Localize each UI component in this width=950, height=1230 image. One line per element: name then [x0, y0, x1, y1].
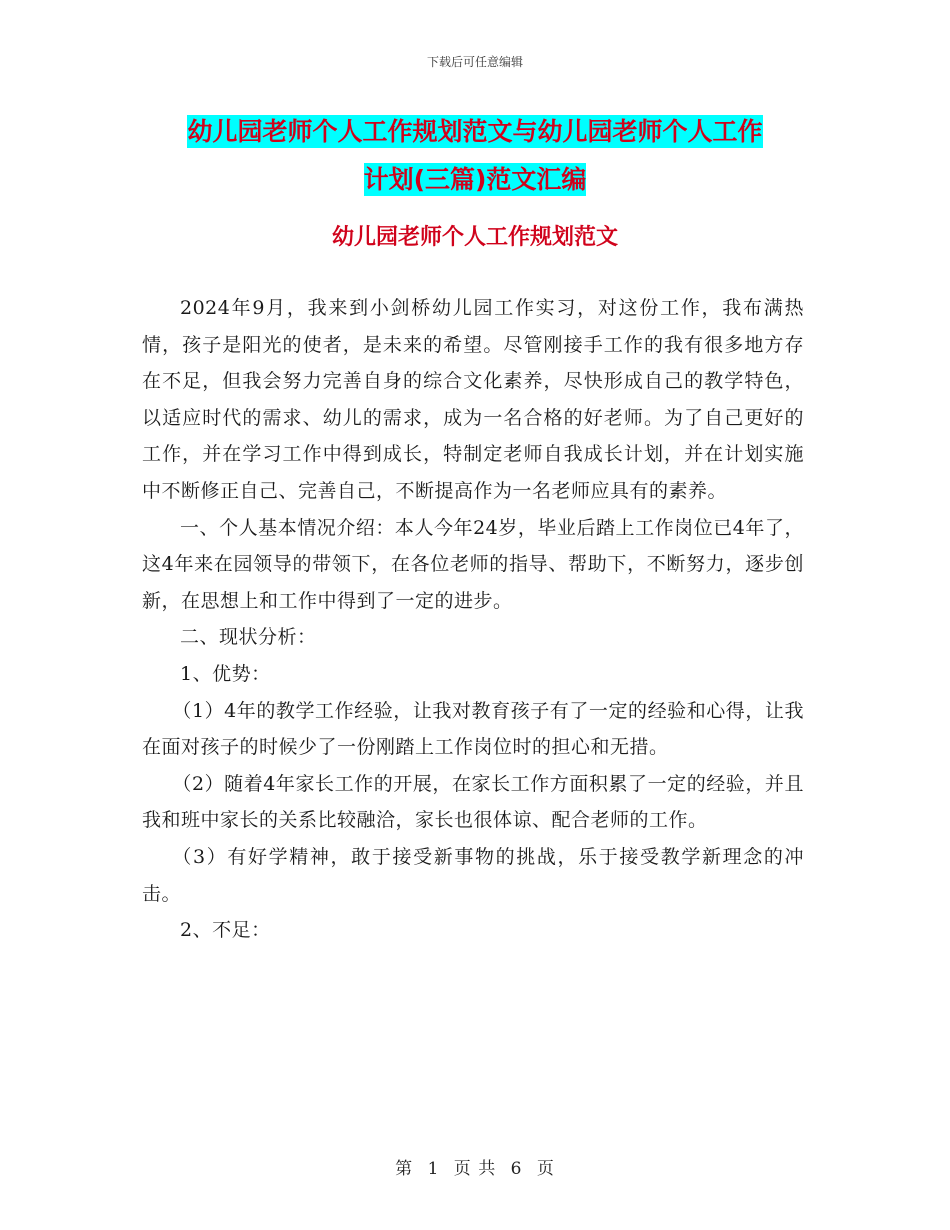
- paragraph-strengths-heading: 1、优势：: [180, 662, 271, 685]
- paragraph-weakness-heading: 2、不足：: [180, 919, 271, 942]
- title-line-1: 幼儿园老师个人工作规划范文与幼儿园老师个人工作: [187, 117, 763, 146]
- paragraph-intro: 2024年9月，我来到小剑桥幼儿园工作实习，对这份工作，我布满热情，孩子是阳光的使者，是未来的希望。尽管刚接手工作的我有很多地方存在不足，但我会努力完善自身的综合文化素养，尽快形成自己的教学特色，以适应时代的需求、幼儿的需求，成为一名合格的好老师。为了自己更好的工作，并在学习工作中得到成长，特制定老师自我成长计划，并在计划实施中不断修正自己、完善自己，不断提高作为一名老师应具有的素养。: [142, 297, 804, 502]
- document-body: [142, 290, 804, 949]
- footer-current-page: 1: [427, 1159, 440, 1179]
- header-note: 下载后可任意编辑: [426, 55, 523, 69]
- page-footer: [0, 1154, 950, 1179]
- paragraph-strength-2: （2）随着4年家长工作的开展，在家长工作方面积累了一定的经验，并且我和班中家长的关系比较融洽，家长也很体谅、配合老师的工作。: [142, 772, 804, 832]
- title-line-2: 计划(三篇)范文汇编: [363, 165, 587, 194]
- paragraph-strength-1: （1）4年的教学工作经验，让我对教育孩子有了一定的经验和心得，让我在面对孩子的时候少了一份刚踏上工作岗位时的担心和无措。: [142, 699, 804, 759]
- footer-prefix: 第: [395, 1159, 414, 1179]
- section-title: 幼儿园老师个人工作规划范文: [331, 225, 618, 250]
- paragraph-personal-info: 一、个人基本情况介绍：本人今年24岁，毕业后踏上工作岗位已4年了，这4年来在园领导的带领下，在各位老师的指导、帮助下，不断努力，逐步创新，在思想上和工作中得到了一定的进步。: [142, 516, 804, 612]
- paragraph-status-heading: 二、现状分析：: [180, 626, 317, 649]
- document-title: [150, 108, 800, 204]
- footer-total-pages: 6: [510, 1159, 523, 1179]
- paragraph-strength-3: （3）有好学精神，敢于接受新事物的挑战，乐于接受教学新理念的冲击。: [142, 845, 804, 905]
- footer-suffix: 页: [536, 1159, 555, 1179]
- footer-middle: 页 共: [453, 1159, 497, 1179]
